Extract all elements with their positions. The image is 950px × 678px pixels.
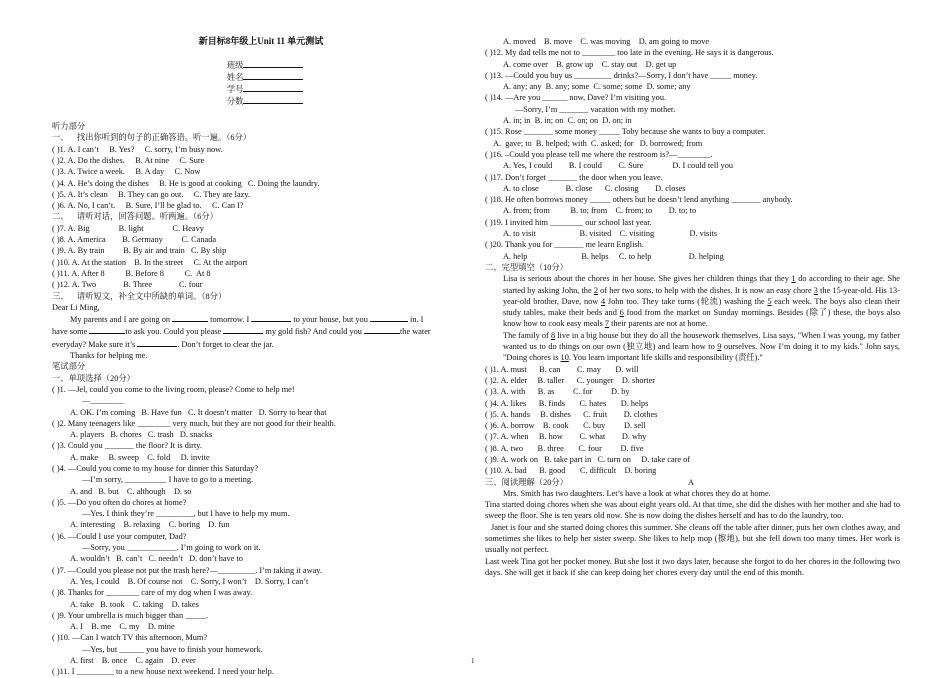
mc-line: —Yes, but ______ you have to finish your homework.	[82, 644, 263, 654]
letter-blank[interactable]	[364, 325, 400, 334]
letter-text: everyday? Make sure it’s	[52, 339, 136, 349]
score-field[interactable]	[243, 95, 303, 104]
written-part3-title: 三、阅读理解（20分）	[485, 477, 568, 487]
mc-line: —________	[82, 396, 124, 406]
cloze-blank-number: 4	[601, 296, 606, 306]
mc-line: A. moved B. move C. was moving D. am going to move	[503, 37, 710, 46]
cloze-blank-number: 5	[767, 296, 772, 306]
cloze-text: do according to their age. She started by asking John, the	[503, 274, 900, 295]
listening-question: ( )6. A. No, I can’t. B. Sure, I’ll be glad to. C. Can I?	[52, 201, 244, 211]
cloze-blank-number: 9	[717, 342, 722, 352]
class-field[interactable]	[243, 59, 303, 68]
mc-line: A. interesting B. relaxing C. boring D. fun	[70, 520, 230, 530]
cloze-question: ( )6. A. borrow B. cook C. buy D. sell	[485, 421, 646, 431]
listening-question: ( )10. A. At the station B. In the street C. At the airport	[52, 257, 248, 267]
mc-line: A. gave; to B. helped; with C. asked; for D. borrowed; from	[493, 138, 703, 148]
cloze-text: The family of	[503, 330, 551, 340]
page-title: 新目标8年级上Unit 11 单元测试	[198, 36, 324, 46]
letter-blank[interactable]	[89, 325, 125, 334]
score-label: 分数	[226, 97, 244, 107]
written-part1-title: 一、单项选择（20分）	[52, 373, 135, 383]
mc-line: —Sorry, I’m _______ vacation with my mother.	[515, 104, 676, 114]
written-part2-title: 二、完型填空（10分）	[485, 262, 568, 272]
cloze-blank-number: 1	[791, 274, 796, 284]
cloze-question: ( )10. A. bad B. good C. difficult D. boring	[485, 466, 657, 476]
listening-question: ( )7. A. Big B. light C. Heavy	[52, 223, 204, 233]
letter-text: to your house, but you	[293, 315, 368, 325]
cloze-question: ( )9. A. work on B. take part in C. turn on D. take care of	[485, 454, 691, 464]
mc-question: ( )1. —Jel, could you come to the living room, please? Come to help me!	[52, 384, 295, 394]
mc-question: ( )19. I invited him ________ our school last year.	[485, 217, 652, 227]
reading-title-line	[485, 477, 900, 488]
mc-question: ( )8. Thanks for ________ care of my dog when I was away.	[52, 588, 253, 598]
letter-line	[52, 313, 470, 325]
listening-question: ( )8. A. America B. Germany C. Canada	[52, 235, 217, 245]
letter-closing: Thanks for helping me.	[70, 351, 148, 361]
reading-paragraph: Tina started doing chores when she was about eight years old. At that time, she did the dishes with her mother and she had to sweep the floor. She is ten years old now. She is now doing the dishes herself and has to do the laundry, too.	[485, 500, 900, 521]
mc-question: ( )10. —Can I watch TV this afternoon, Mum?	[52, 633, 207, 643]
letter-text: tomorrow. I	[210, 315, 250, 325]
mc-line: A. take B. took C. taking D. takes	[70, 599, 199, 609]
mc-question: ( )15. Rose _______ some money _____ Toby because she wants to buy a computer.	[485, 127, 766, 137]
mc-line: A. players B. chores C. trash D. snacks	[70, 430, 213, 440]
right-mc-list	[485, 36, 900, 262]
reading-paragraph: Mrs. Smith has two daughters. Let’s have a look at what chores they do at home.	[503, 488, 771, 498]
listening-part1-title: 一、 找出你听到的句子的正确答语。听一遍。（6分）	[52, 133, 252, 143]
mc-line: A. I B. me C. my D. mine	[70, 622, 175, 632]
cloze-text: . You learn important life skills and responsibility (责任)."	[568, 353, 763, 363]
student-info-line	[52, 47, 470, 119]
letter-text: to ask you. Could you please	[125, 327, 222, 337]
cloze-text: John too. They take turns (轮流) washing the	[605, 296, 768, 306]
listening-question: ( )12. A. Two B. Three C. four	[52, 280, 203, 290]
mc-question: ( )16. –Could you please tell me where the restroom is?—________.	[485, 149, 713, 159]
cloze-text: of her two sons, to help with the dishes. It is now an easy chore	[597, 285, 814, 295]
listening-section-title: 听力部分	[52, 122, 86, 132]
cloze-question: ( )2. A. elder B. taller C. younger D. shorter	[485, 375, 656, 385]
mc-line: A. make B. sweep C. fold D. invite	[70, 452, 210, 462]
mc-question: ( )5. —Do you often do chores at home?	[52, 497, 187, 507]
letter-text: My parents and I are going on	[70, 315, 170, 325]
listening-question: ( )1. A. I can’t B. Yes? C. sorry, I’m busy now.	[52, 144, 223, 154]
reading-paragraph: Janet is four and she started doing chores this summer. She cleans off the table after dinner, puts her own clothes away, and sometimes she likes to help her sister sweep. She likes to help mop (擦地), but she fell down too many times. Her work is usually not perfect.	[485, 522, 900, 555]
name-field[interactable]	[243, 71, 303, 80]
listening-part2-title: 二、 请听对话，回答问题。听两遍。（6分）	[52, 212, 218, 222]
class-label: 班级	[226, 60, 244, 70]
listening-question: ( )11. A. After 8 B. Before 8 C. At 8	[52, 268, 211, 278]
cloze-question: ( )3. A. with B. as C. for D. by	[485, 387, 630, 397]
cloze-question: ( )7. A. when B. how C. what D. why	[485, 432, 647, 442]
mc-line: A. OK. I’m coming B. Have fun C. It doesn’t matter D. Sorry to hear that	[70, 407, 327, 417]
cloze-blank-number: 3	[813, 285, 818, 295]
listening-question: ( )2. A. Do the dishes. B. At nine C. Sure	[52, 155, 205, 165]
cloze-question: ( )1. A. must B. can C. may D. will	[485, 364, 639, 374]
mc-line: A. and B. but C. although D. so	[70, 486, 192, 496]
mc-question: ( )7. —Could you please not put the trash here?—_________. I’m taking it away.	[52, 565, 322, 575]
mc-line: A. wouldn’t B. can’t C. needn’t D. don’t have to	[70, 554, 243, 564]
listening-question: ( )5. A. It’s clean B. They can go out. C. They are lazy.	[52, 189, 250, 199]
written-section-title: 笔试部分	[52, 362, 86, 372]
letter-line	[52, 338, 470, 350]
right-column	[485, 36, 900, 578]
mc-question: ( )9. Your umbrella is much bigger than _____.	[52, 610, 209, 620]
letter-blank[interactable]	[172, 313, 208, 322]
mc-line: A. any; any B. any; some C. some; some D. some; any	[503, 82, 691, 92]
cloze-blank-number: 8	[550, 330, 556, 340]
letter-text: have some	[52, 327, 88, 337]
mc-question: ( )6. —Could I use your computer, Dad?	[52, 531, 187, 541]
letter-text: in. I	[410, 315, 424, 325]
mc-question: ( )11. I _________ to a new house next weekend. I need your help.	[52, 667, 274, 677]
mc-line: A. help B. helps C. to help D. helping	[503, 251, 724, 261]
cloze-blank-number: 7	[604, 319, 610, 329]
letter-blank[interactable]	[137, 338, 177, 347]
cloze-question: ( )8. A. two B. three C. four D. five	[485, 443, 644, 453]
letter-text: my gold fish? And could you	[265, 327, 362, 337]
mc-line: A. first B. once C. again D. ever	[70, 656, 196, 666]
listening-question: ( )9. A. By train B. By air and train C. By ship	[52, 246, 227, 256]
mc-question: ( )12. My dad tells me not to ________ too late in the evening. He says it is dangerous.	[485, 48, 774, 58]
cloze-paragraph-1	[485, 273, 900, 329]
mc-line: —Yes. I think they’re _________, but I have to help my mum.	[82, 509, 290, 519]
letter-text: . Don’t forget to clear the jar.	[177, 339, 274, 349]
id-label: 学号	[226, 85, 244, 95]
mc-line: A. to visit B. visited C. visiting D. visits	[503, 229, 718, 239]
cloze-text: their parents are not at home.	[609, 319, 708, 329]
mc-question: ( )14. —Are you ______ now, Dave? I’m visiting you.	[485, 93, 667, 103]
letter-text: the water	[400, 327, 431, 337]
letter-blank[interactable]	[223, 325, 263, 334]
name-label: 姓名	[226, 72, 244, 82]
cloze-text: live in a big house but they do all the housework themselves. Lisa says, "When I was young, my father wanted us to do things on our own (独立地) and learn how to	[503, 330, 900, 352]
passage-label: A	[687, 477, 694, 487]
cloze-text: Lisa is serious about the chores in her house. She gives her children things that they	[503, 274, 792, 284]
cloze-blank-number: 6	[619, 308, 624, 318]
listening-question: ( )3. A. Twice a week. B. A day C. Now	[52, 167, 201, 177]
mc-question: ( )17. Don’t forget _______ the door when you leave.	[485, 172, 663, 182]
mc-line: A. from; from B. to; from C. from; to D. to; to	[503, 206, 697, 216]
left-mc-list	[52, 384, 470, 678]
cloze-text: food from the market on Sunday mornings. Besides (除了) these, the boys also know how to cook easy meals	[503, 308, 900, 329]
mc-question: ( )3. Could you _______ the floor? It is dirty.	[52, 441, 202, 451]
cloze-text: the 15-year-old. His 13-year-old brother, Dave, now	[503, 285, 900, 306]
mc-question: ( )13. —Could you buy us _________ drinks?—Sorry, I don’t have _____ money.	[485, 70, 758, 80]
letter-blank[interactable]	[251, 313, 291, 322]
mc-question: ( )20. Thank you for _______ me learn English.	[485, 240, 644, 250]
mc-line: A. Yes, I could B. I could C. Sure D. I could tell you	[503, 161, 733, 171]
mc-line: A. to close B. close C. closing D. closes	[503, 183, 686, 193]
cloze-question: ( )5. A. hands B. dishes C. fruit D. clothes	[485, 409, 658, 419]
mc-question: ( )4. —Could you come to my house for dinner this Saturday?	[52, 463, 259, 473]
letter-blank[interactable]	[370, 313, 408, 322]
listening-question: ( )4. A. He’s doing the dishes B. He is good at cooking C. Doing the laundry.	[52, 178, 320, 188]
mc-question: ( )2. Many teenagers like ________ very much, but they are not good for their health.	[52, 418, 336, 428]
cloze-text: ourselves. Now I’m doing it to my kids." John says, "Doing chores is	[503, 342, 900, 363]
cloze-blank-number: 2	[593, 285, 598, 295]
mc-question: ( )18. He often borrows money _____ others but he doesn’t lend anything _______ anybody.	[485, 195, 793, 205]
id-field[interactable]	[243, 83, 303, 92]
cloze-paragraph-2	[485, 330, 900, 364]
listening-part3-title: 三、 请听短文，补全文中所缺的单词。（8分）	[52, 291, 227, 301]
mc-line: A. in; in B. in; on C. on; on D. on; in	[503, 116, 632, 126]
mc-line: —Sorry, you ____________. I’m going to work on it.	[82, 543, 261, 553]
left-column	[52, 36, 470, 678]
cloze-question: ( )4. A. likes B. finds C. hates D. helps	[485, 398, 649, 408]
mc-line: A. Yes, I could B. Of course not C. Sorry, I won’t D. Sorry, I can’t	[70, 576, 309, 586]
cloze-text: each week. The boys also clean their study tables, make their beds and	[503, 296, 900, 318]
letter-line	[52, 325, 470, 337]
mc-line: —I’m sorry, __________ I have to go to a meeting.	[82, 475, 254, 485]
reading-paragraph: Last week Tina got her pocket money. But she lost it two days later, because she forgot to do her chores in the following two days. She will get it back if she can keep doing her chores every day until the end of this month.	[485, 556, 900, 577]
page-number: 1	[471, 657, 475, 665]
cloze-blank-number: 10	[560, 353, 569, 363]
mc-line: A. come over B. grow up C. stay out D. get up	[503, 59, 677, 69]
letter-greeting: Dear Li Ming,	[52, 302, 100, 312]
